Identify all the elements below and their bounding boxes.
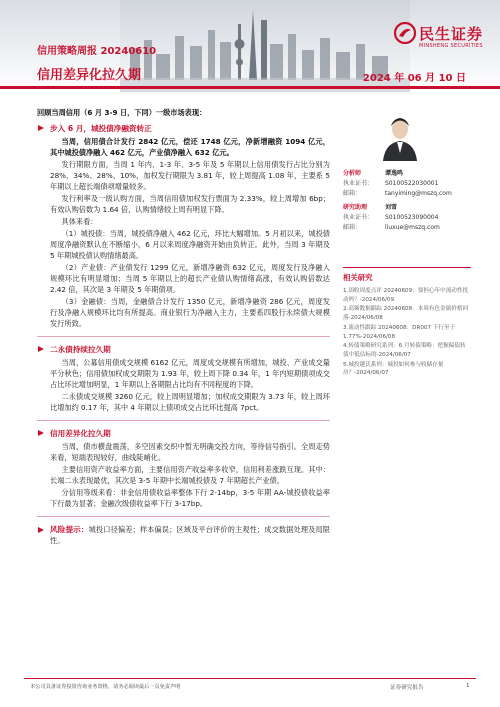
paragraph: 分信用等级来看：非金信用债收益率整体下行 2-14bp，3-5 年期 AA-城投债收益率下行最为显著；金融次级债收益率下行 3-17bp。	[50, 488, 330, 508]
section-risk	[37, 524, 330, 546]
paragraph: （1）城投债：当周，城投债净融入 462 亿元，环比大幅增加。5 月初以来，城投债周度净融资默认在不断缩小，6 月以来周度净融资开始由负转正。此外，当周 3 年期及 5 年期城投债认购情绪最高。	[50, 229, 330, 260]
minsheng-logo	[394, 20, 494, 56]
related-item[interactable]: 2.高频数据跟踪 20240608：本周有色金属价格回落-2024/06/08	[343, 306, 469, 322]
section-divider	[37, 420, 330, 421]
analyst-email[interactable]: liuxue@mszq.com	[385, 224, 440, 231]
analyst-name: 刘雪	[385, 204, 398, 211]
section-divider	[37, 516, 330, 517]
section-issuance	[37, 123, 330, 329]
triangle-bullet-icon	[38, 346, 44, 352]
logo-mark-icon	[394, 22, 416, 44]
header-divider	[0, 86, 500, 89]
report-date: 2024 年 06 月 10 日	[362, 73, 466, 84]
related-research	[343, 272, 471, 379]
risk-line: 风险提示：城投口径偏差；样本偏误；区域及平台评价的主观性；成交数据处理及局限性。	[50, 524, 330, 546]
section-heading: 二永债持续拉久期	[37, 344, 330, 355]
related-item[interactable]: 4.转债策略研究系列：6 月转债策略：把握偏债转债中低估标的-2024/06/07	[343, 343, 466, 358]
logo-text-en: MINSHENG SECURITIES	[419, 43, 483, 49]
analyst-cert: S0100522030001	[385, 180, 439, 187]
footer-series: 证券研究报告	[390, 685, 424, 691]
logo-text-cn: 民生证券	[419, 25, 484, 43]
triangle-bullet-icon	[38, 527, 44, 533]
analyst-photo	[381, 113, 419, 161]
paragraph: 发行期限方面，当周 1 年内、1-3 年、3-5 年及 5 年期以上信用债发行占比分别为 28%、34%、28%、10%，加权发行期限为 3.81 年，较上周提高 1.08 年，主要系 5 年期以上超长端债项增量较多。	[50, 160, 330, 191]
analyst-1: 分析师 谭逸鸣 执业证书： S0100522030001 邮箱： tanyiming@mszq.com	[343, 170, 452, 197]
paragraph: （3）金融债：当周，金融债合计发行 1350 亿元，新增净融资 286 亿元，周度发行及净融入规模环比均有所提高。商业银行为净融入主力，主要系四股行永续债大规模发行所致。	[50, 297, 330, 328]
section-duration	[37, 428, 330, 509]
sidebar-divider	[343, 267, 471, 268]
section-heading: 信用差异化拉久期	[37, 428, 330, 439]
section-divider	[37, 336, 330, 337]
analyst-2: 研究助理 刘雪 执业证书： S0100523090004 邮箱： liuxue@mszq.com	[343, 204, 440, 231]
report-body	[37, 107, 330, 547]
analyst-email[interactable]: tanyiming@mszq.com	[385, 190, 452, 197]
related-title: 相关研究	[343, 273, 373, 282]
intro-line: 回顾当周信用（6 月 3-9 日，下同）一级市场表现：	[37, 108, 207, 117]
paragraph: 具体来看：	[61, 217, 98, 226]
paragraph: 当周，公募信用债成交规模 6162 亿元，周度成交规模有所增加，城投、产业成交量平分秋色；信用债加权成交期限为 1.93 年，较上周下降 0.34 年，1 年内短期债项成交占比环比增加明显，1 年期以上各期限占比均有不同程度的下降。	[50, 358, 330, 389]
footer-disclaimer: 本公司具备证券投资咨询业务资格，请务必阅读最后一页免责声明	[30, 684, 181, 690]
paragraph: （2）产业债：产业债发行 1299 亿元，新增净融资 632 亿元，周度发行及净融入规模环比有明显增加；当周 5 年期以上的超长产业债认购情绪高涨，有效认购倍数达 2.42 倍，其次是 3 年期及 5 年期债项。	[50, 263, 330, 294]
section-heading: 步入 6 月，城投债净融资转正	[37, 123, 330, 134]
paragraph: 当周，债市横盘震荡，多空因素交织中暂无明确交投方向，等待信号指引。全周走势来看，短端表现较好，曲线陡峭化。	[50, 442, 330, 462]
related-item[interactable]: 3.流动性跟踪 20240608：DR007 下行至于 1.77%-2024/06/08	[343, 324, 456, 340]
analyst-cert: S0100523090004	[385, 214, 439, 221]
analyst-role: 分析师	[343, 170, 362, 177]
report-title: 信用差异化拉久期	[37, 68, 142, 83]
analyst-name: 谭逸鸣	[385, 170, 404, 177]
related-item[interactable]: 1.固收周度点评 20240609：要担心年中流动性扰动吗？-2024/06/09	[343, 288, 469, 303]
report-type: 信用策略周报 20240610	[37, 46, 157, 57]
paragraph: 当周，信用债合计发行 2842 亿元，偿还 1748 亿元，净新增融资 1094 亿元，其中城投债净融入 462 亿元，产业债净融入 632 亿元。	[50, 137, 330, 157]
paragraph: 发行利率及一级认购方面，当周信用债加权发行票面为 2.33%，较上周增加 6bp；有效认购倍数为 1.64 倍，认购情绪较上周有明显下降。	[50, 194, 330, 214]
page-number: 1	[466, 683, 470, 689]
section-trading	[37, 344, 330, 413]
paragraph: 主要信用资产收益率方面，主要信用资产收益率多收窄，信用利差涨跌互现。其中：长端二永表现最优，其次是 3-5 年期中长端城投债及 7 年期超长产业债。	[50, 465, 330, 485]
report-header	[0, 0, 500, 92]
related-item[interactable]: 5.城投越氏系列：城投如何参与收储存量房？-2024/06/07	[343, 361, 444, 377]
analyst-panel	[343, 113, 471, 233]
triangle-bullet-icon	[38, 430, 44, 436]
footer-divider	[24, 678, 476, 679]
triangle-bullet-icon	[38, 125, 44, 131]
analyst-role: 研究助理	[343, 204, 368, 211]
paragraph: 二永债成交规模 3260 亿元，较上周明显增加；加权成交期限为 3.73 年，较上周环比增加约 0.17 年，其中 4 年期以上债项成交占比环比提高 7pct。	[50, 392, 330, 412]
